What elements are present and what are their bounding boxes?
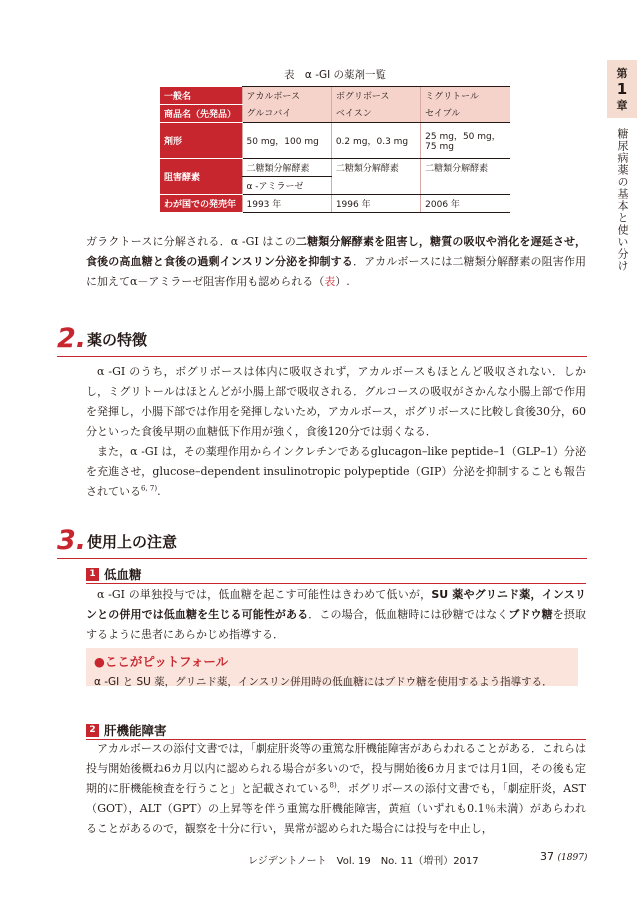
table-caption: 表 α -GI の薬剤一覧: [283, 69, 387, 81]
intro-paragraph: [86, 232, 586, 292]
hypoglycemia-body: [86, 585, 586, 645]
table-cell: グルコバイ: [242, 104, 331, 122]
table-header-cell: 商品名（先発品）: [160, 104, 242, 122]
section-number: 3.: [57, 525, 87, 556]
intro-emphasis: 二糖類分解酵素を阻害し，糖質の吸収や消化を遅延させ，食後の高血糖と食後の過剰インスリン分泌を抑制する: [86, 235, 586, 268]
table-cell: α -アミラーゼ: [242, 176, 331, 194]
chapter-title: 糖尿病薬の基本と使い分け: [616, 128, 629, 272]
table-cell: ボグリボース: [331, 87, 420, 105]
total-page-number: (1897): [557, 853, 588, 863]
chapter-number: 1: [616, 80, 628, 98]
subsection-number: 1: [86, 568, 99, 581]
liver-body: [86, 739, 586, 839]
table-cell: 二糖類分解酵素: [421, 158, 510, 176]
footer-journal: レジデントノート Vol. 19 No. 11（増刊）2017: [248, 856, 479, 867]
table-cell: 2006 年: [421, 194, 510, 212]
pitfall-text: α -GI と SU 薬，グリニド薬，インスリン併用時の低血糖にはブドウ糖を使用するよう指導する．: [94, 676, 553, 688]
table-row-enzyme: [160, 158, 510, 176]
table-cell: ミグリトール: [421, 87, 510, 105]
table-cell: 二糖類分解酵素: [331, 158, 420, 176]
chapter-label: [607, 60, 637, 118]
table-cell: 1993 年: [242, 194, 331, 212]
table-row-form: [160, 122, 510, 158]
section-title: 薬の特徴: [87, 331, 148, 349]
hypoglycemia-paragraph: α -GI の単独投与では，低血糖を起こす可能性はきわめて低いが，SU 薬やグリニド薬，インスリンとの併用では低血糖を生じる可能性がある．この場合，低血糖時には砂糖ではなくブドウ糖を摂取するように患者にあらかじめ指導する．: [86, 588, 587, 641]
subsection-heading-hypoglycemia: [86, 565, 142, 583]
table-cell: ベイスン: [331, 104, 420, 122]
table-header-cell: 阻害酵素: [160, 158, 242, 194]
table-cell: 25 mg，50 mg，75 mg: [421, 122, 510, 158]
footer-page-number: [540, 850, 587, 863]
table-cell: 0.2 mg，0.3 mg: [331, 122, 420, 158]
table-cell: 二糖類分解酵素: [242, 158, 331, 176]
table-header-cell: 一般名: [160, 87, 242, 105]
pitfall-title: ●ここがピットフォール: [94, 654, 229, 669]
pitfall-box: [86, 648, 578, 686]
hypoglycemia-emphasis: SU 薬やグリニド薬，インスリンとの併用では低血糖を生じる可能性がある: [86, 588, 586, 621]
section-heading-2: [57, 322, 587, 357]
drug-table: [160, 86, 510, 213]
intro-text: ガラクトースに分解される．α -GI はこの二糖類分解酵素を阻害し，糖質の吸収や消化を遅延させ，食後の高血糖と食後の過剰インスリン分泌を抑制する．アカルボースには二糖類分解酵素の阻害作用に加えてα－アミラーゼ阻害作用も認められる（表）.: [86, 235, 586, 288]
section-title: 使用上の注意: [87, 533, 178, 551]
chapter-prefix: 第: [616, 67, 628, 80]
table-cell: [331, 176, 420, 194]
subsection-divider: [86, 583, 586, 584]
table-header-cell: 剤形: [160, 122, 242, 158]
section-heading-3: [57, 524, 587, 559]
table-header-cell: わが国での発売年: [160, 194, 242, 212]
subsection-heading-liver: [86, 721, 167, 739]
citation[interactable]: 8): [329, 781, 337, 790]
citation[interactable]: 6, 7): [141, 484, 158, 493]
chapter-tab: [607, 60, 637, 272]
table-reference-link[interactable]: 表: [324, 275, 336, 288]
table-row-generic: [160, 87, 510, 105]
chapter-suffix: 章: [616, 99, 628, 112]
subsection-title: 肝機能障害: [104, 723, 167, 738]
subsection-title: 低血糖: [104, 567, 142, 582]
table-cell: セイブル: [421, 104, 510, 122]
section2-body: [86, 362, 586, 502]
section2-paragraph-2: また，α -GI は，その薬理作用からインクレチンであるglucagon–like peptide–1（GLP–1）分泌を充進させ，glucose–dependent insulinotropic polypeptide（GIP）分泌を抑制することも報告されている$^{6, 7)}$.: [86, 445, 586, 498]
table-cell: 50 mg，100 mg: [242, 122, 331, 158]
subsection-number: 2: [86, 724, 99, 737]
table-cell: 1996 年: [331, 194, 420, 212]
section-number: 2.: [57, 323, 87, 354]
liver-paragraph: アカルボースの添付文書では，「劇症肝炎等の重篤な肝機能障害があらわれることがある．これらは投与開始後概ね6カ月以内に認められる場合が多いので，投与開始後6カ月までは月1回，その後も定期的に肝機能検査を行うこと」と記載されている$^{8)}$．ボグリボースの添付文書でも，「劇症肝炎，AST（GOT），ALT（GPT）の上昇等を伴う重篤な肝機能障害，黄疸（いずれも0.1％未満）があらわれることがあるので，観察を十分に行い，異常が認められた場合には投与を中止し，: [86, 742, 587, 835]
table-cell: アカルボース: [242, 87, 331, 105]
section2-paragraph-1: α -GI のうち，ボグリボースは体内に吸収されず，アカルボースもほとんど吸収されない．しかし，ミグリトールはほとんどが小腸上部で吸収される．グルコースの吸収がさかんな小腸上部で作用を発揮し，小腸下部では作用を発揮しないため，アカルボース，ボグリボースに比較し食後30分，60分といった食後早期の血糖低下作用が強く，食後120分では弱くなる．: [86, 365, 586, 438]
table-row-brand: [160, 104, 510, 122]
page-number: 37: [540, 850, 554, 863]
table-cell: [421, 176, 510, 194]
glucose-emphasis: ブドウ糖: [508, 608, 553, 621]
table-row-release: [160, 194, 510, 212]
